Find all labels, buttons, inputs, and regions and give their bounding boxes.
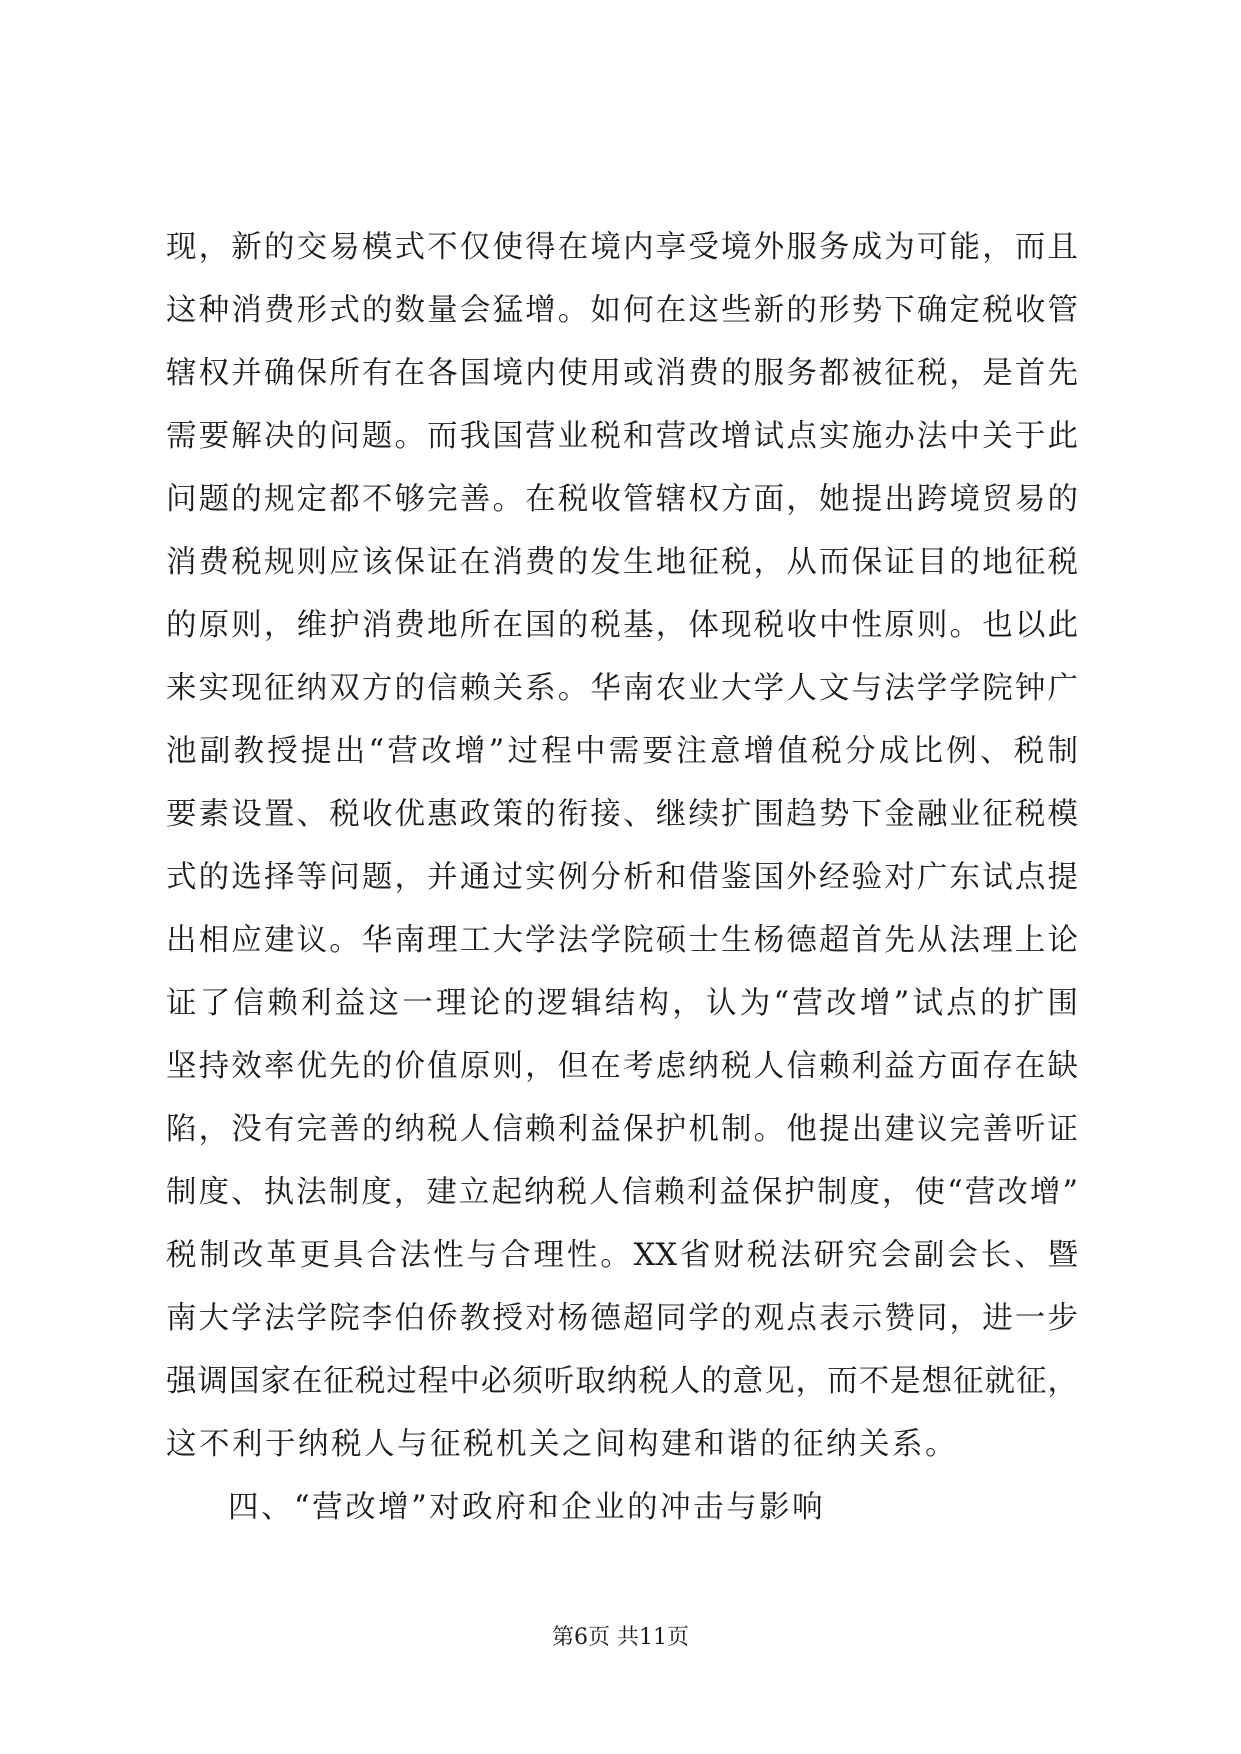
page-footer: 第6页 共11页 (552, 1625, 689, 1650)
paragraph-line: 辖权并确保所有在各国境内使用或消费的服务都被征税，是首先 (166, 356, 1078, 391)
paragraph-line: 式的选择等问题，并通过实例分析和借鉴国外经验对广东试点提 (166, 860, 1078, 895)
paragraph-line: 制度、执法制度，建立起纳税人信赖利益保护制度，使“营改增” (166, 1175, 1078, 1210)
section-heading: 四、“营改增”对政府和企业的冲击与影响 (228, 1490, 826, 1525)
paragraph-line: 南大学法学院李伯侨教授对杨德超同学的观点表示赞同，进一步 (166, 1301, 1078, 1336)
paragraph-line: 池副教授提出“营改增”过程中需要注意增值税分成比例、税制 (166, 734, 1078, 769)
paragraph-line: 消费税规则应该保证在消费的发生地征税，从而保证目的地征税 (166, 545, 1078, 580)
paragraph-line: 坚持效率优先的价值原则，但在考虑纳税人信赖利益方面存在缺 (166, 1049, 1078, 1084)
paragraph-line: 的原则，维护消费地所在国的税基，体现税收中性原则。也以此 (166, 608, 1078, 643)
paragraph-line: 陷，没有完善的纳税人信赖利益保护机制。他提出建议完善听证 (166, 1112, 1078, 1147)
paragraph-line: 证了信赖利益这一理论的逻辑结构，认为“营改增”试点的扩围 (166, 986, 1078, 1021)
paragraph-line: 问题的规定都不够完善。在税收管辖权方面，她提出跨境贸易的 (166, 482, 1078, 517)
paragraph-line: 出相应建议。华南理工大学法学院硕士生杨德超首先从法理上论 (166, 923, 1078, 958)
paragraph-line: 要素设置、税收优惠政策的衔接、继续扩围趋势下金融业征税模 (166, 797, 1078, 832)
paragraph-line: 税制改革更具合法性与合理性。XX省财税法研究会副会长、暨 (166, 1238, 1078, 1273)
paragraph-line: 这种消费形式的数量会猛增。如何在这些新的形势下确定税收管 (166, 293, 1078, 328)
paragraph-line: 来实现征纳双方的信赖关系。华南农业大学人文与法学学院钟广 (166, 671, 1078, 706)
paragraph-line: 强调国家在征税过程中必须听取纳税人的意见，而不是想征就征， (166, 1364, 1078, 1399)
paragraph-line: 这不利于纳税人与征税机关之间构建和谐的征纳关系。 (166, 1427, 958, 1462)
paragraph-line: 现，新的交易模式不仅使得在境内享受境外服务成为可能，而且 (166, 230, 1078, 265)
paragraph-line: 需要解决的问题。而我国营业税和营改增试点实施办法中关于此 (166, 419, 1078, 454)
